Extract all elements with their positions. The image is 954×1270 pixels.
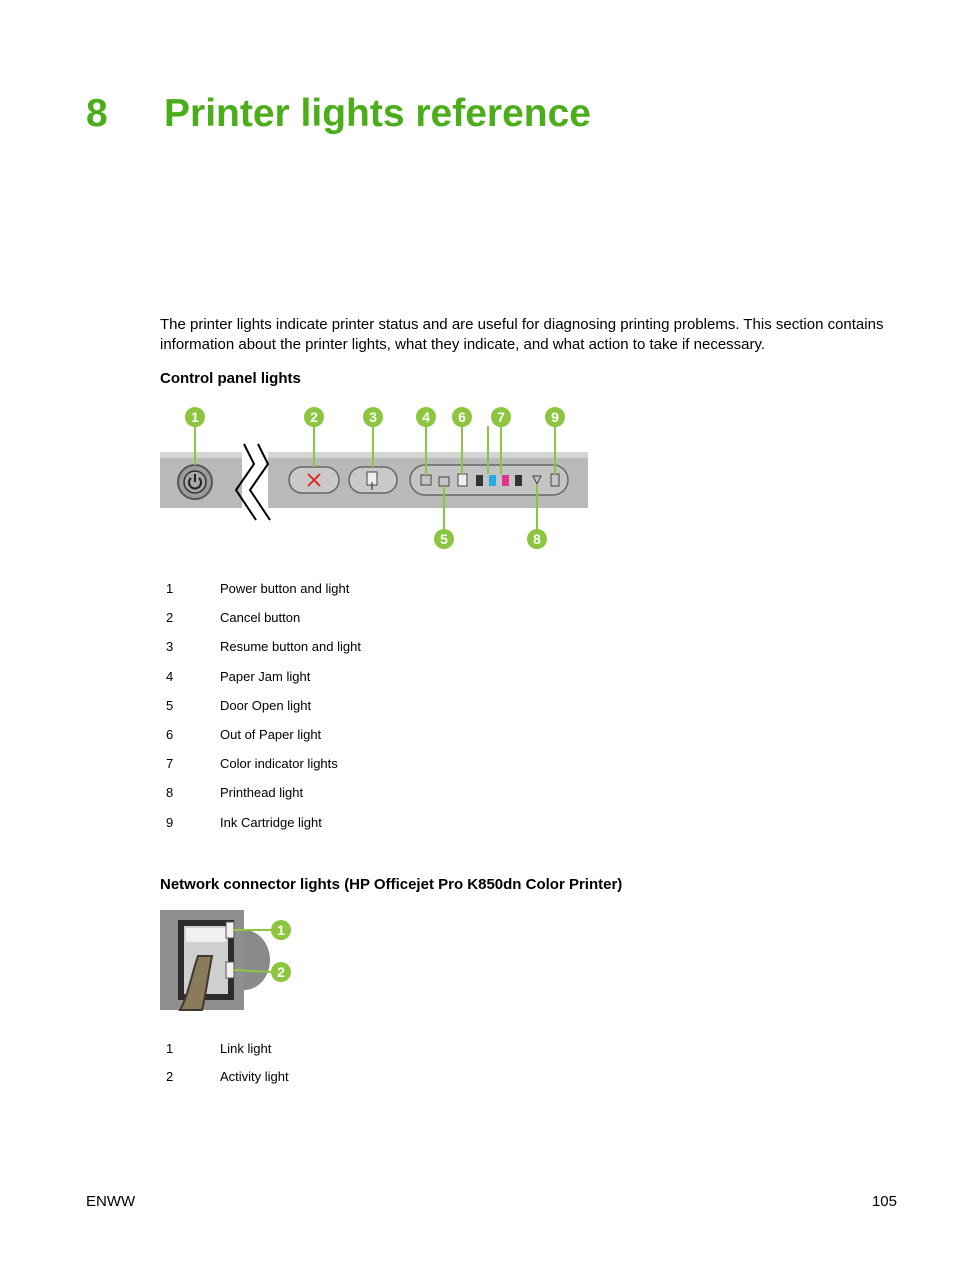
control-panel-figure (158, 402, 590, 552)
legend-number: 2 (166, 610, 174, 626)
svg-text:7: 7 (497, 409, 505, 425)
legend-row (166, 610, 361, 639)
callout-6 (452, 407, 472, 427)
legend-row (166, 756, 361, 785)
legend-number: 2 (166, 1069, 174, 1084)
out-of-paper-icon (458, 474, 467, 486)
chapter-title-text: Printer lights reference (164, 92, 591, 135)
callout-5 (434, 529, 454, 549)
legend-row (166, 669, 361, 698)
network-connector-figure (160, 910, 294, 1012)
legend-row (166, 785, 361, 814)
legend-number: 4 (166, 668, 174, 684)
legend-number: 7 (166, 756, 174, 772)
page-number: 105 (871, 1193, 897, 1210)
network-heading: Network connector lights (HP Officejet Pro K850dn Color Printer) (160, 876, 623, 893)
legend-number: 3 (166, 639, 174, 655)
legend-row (166, 727, 361, 756)
svg-text:4: 4 (422, 409, 430, 425)
callout-2 (304, 407, 324, 427)
callout-8 (527, 529, 547, 549)
legend-label: Link light (220, 1041, 272, 1056)
legend-label: Printhead light (220, 785, 304, 801)
legend-row (166, 815, 361, 844)
legend-label: Activity light (220, 1069, 289, 1084)
svg-text:6: 6 (458, 409, 466, 425)
legend-number: 9 (166, 814, 174, 830)
callout-9 (545, 407, 565, 427)
legend-number: 1 (166, 581, 174, 596)
svg-text:1: 1 (277, 922, 285, 938)
footer-left: ENWW (86, 1193, 136, 1210)
network-legend (166, 1041, 289, 1097)
legend-row (166, 1069, 289, 1097)
legend-label: Ink Cartridge light (220, 814, 322, 830)
svg-text:2: 2 (310, 409, 318, 425)
legend-label: Resume button and light (220, 639, 361, 655)
chapter-number: 8 (86, 92, 108, 135)
legend-label: Door Open light (220, 697, 312, 713)
legend-row (166, 698, 361, 727)
legend-number: 8 (166, 785, 174, 801)
legend-label: Paper Jam light (220, 668, 311, 684)
legend-number: 5 (166, 697, 174, 713)
legend-number: 6 (166, 726, 174, 742)
control-panel-heading: Control panel lights (160, 370, 301, 387)
callout-7 (491, 407, 511, 427)
intro-paragraph: The printer lights indicate printer status and are useful for diagnosing printing problems. This section contains information about the printer lights, what they indicate, and what action to take if necessary. (160, 316, 884, 353)
legend-number: 1 (166, 1041, 174, 1056)
legend-row (166, 1041, 289, 1069)
callout-2 (271, 962, 291, 982)
callout-1 (185, 407, 205, 427)
legend-row (166, 639, 361, 668)
callout-1 (271, 920, 291, 940)
svg-text:2: 2 (277, 964, 285, 980)
svg-text:1: 1 (191, 409, 199, 425)
svg-text:3: 3 (369, 409, 377, 425)
legend-row (166, 581, 361, 610)
chapter-title (86, 92, 591, 136)
legend-label: Power button and light (220, 581, 350, 596)
resume-icon (349, 467, 397, 493)
callout-4 (416, 407, 436, 427)
svg-text:8: 8 (533, 531, 541, 547)
legend-label: Out of Paper light (220, 726, 322, 742)
control-panel-legend (166, 581, 361, 844)
callout-3 (363, 407, 383, 427)
svg-text:5: 5 (440, 531, 448, 547)
power-icon (178, 465, 212, 499)
svg-text:9: 9 (551, 409, 559, 425)
legend-label: Cancel button (220, 610, 301, 626)
legend-label: Color indicator lights (220, 756, 338, 772)
cancel-x-icon (289, 467, 339, 493)
